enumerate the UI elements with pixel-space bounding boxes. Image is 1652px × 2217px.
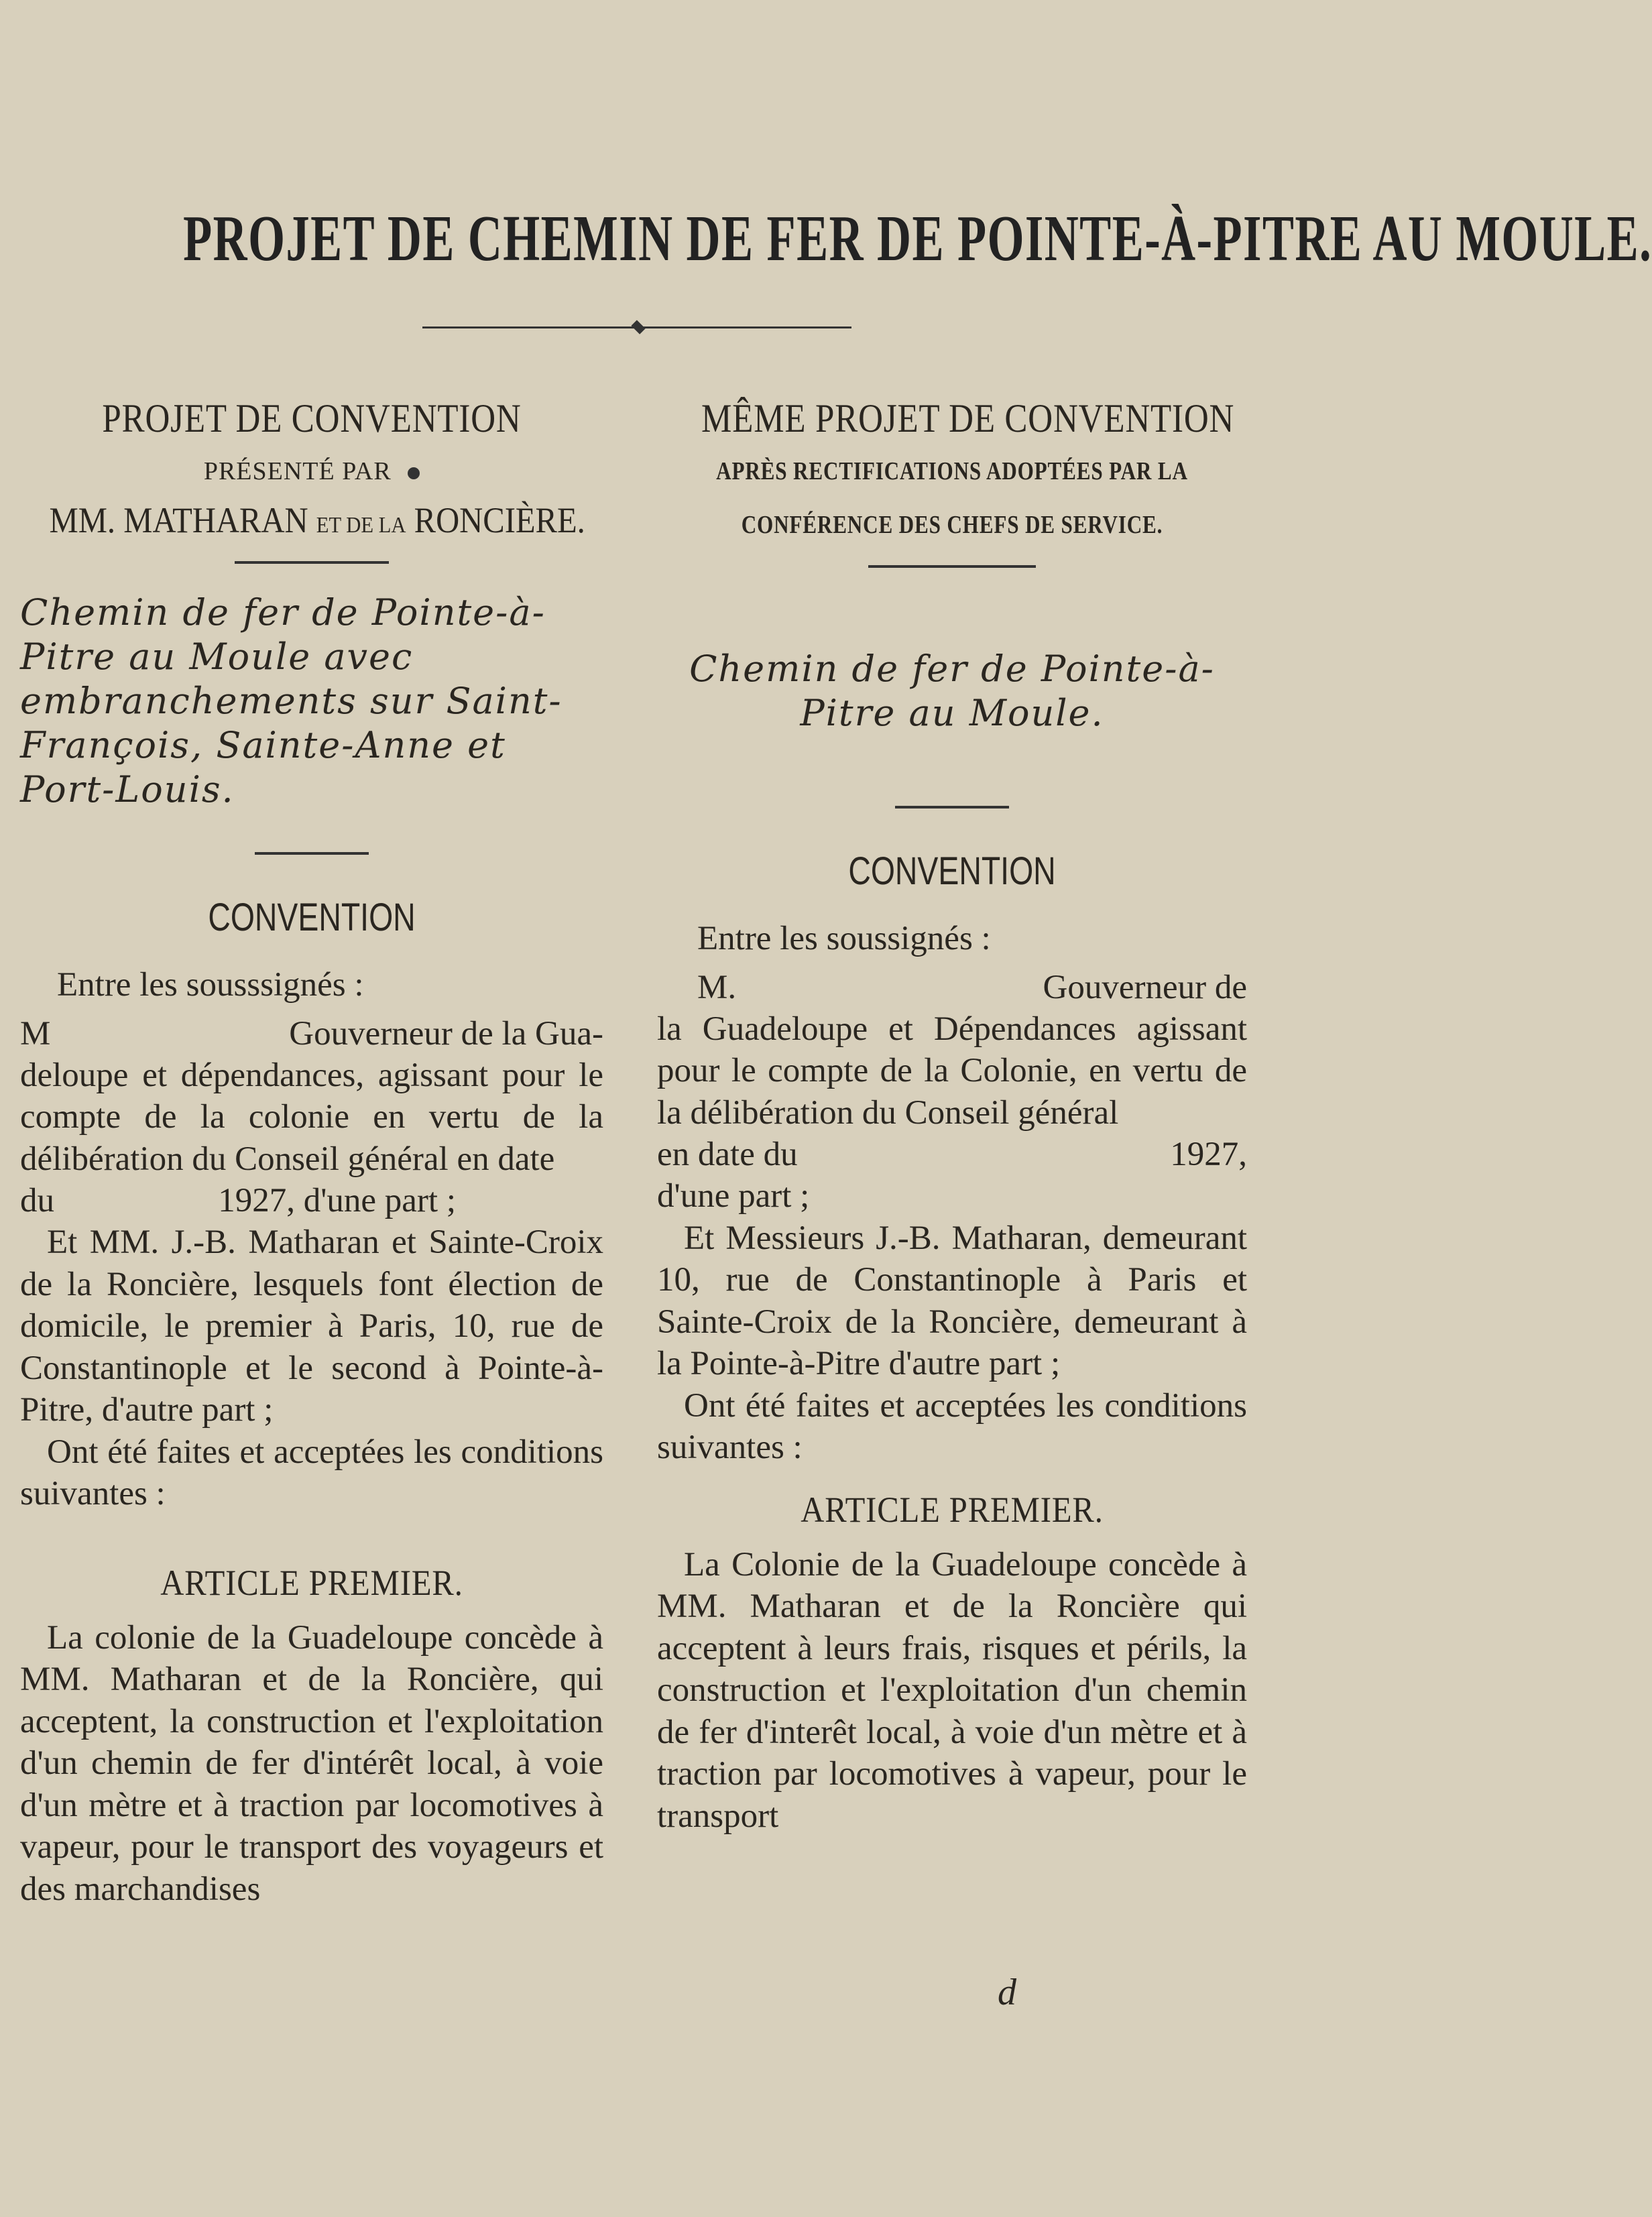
right-para2: Et Messieurs J.-B. Matharan, demeurant 10, rue de Constantinople à Paris et Sainte-Croix de la Roncière, demeurant à la Pointe-à-Pitre d'autre part ;	[657, 1219, 1247, 1382]
right-du-end: 1927,	[1170, 1136, 1247, 1173]
left-m-line	[20, 1013, 603, 1055]
left-para2: Et MM. J.-B. Matharan et Sainte-Croix de la Roncière, lesquels font élection de domicile, le premier à Paris, 10, rue de Constantinople et le second à Pointe-à-Pitre, d'autre part ;	[20, 1223, 603, 1429]
page-signature-letter: d	[998, 1972, 1016, 2013]
left-italic-title: Chemin de fer de Pointe-à-Pitre au Moule avec embranchements sur Saint-François, Sainte-Anne et Port-Louis.	[20, 591, 563, 811]
left-rule-2	[255, 852, 369, 855]
right-convention: CONVENTION	[848, 849, 1056, 893]
left-column	[20, 396, 603, 1910]
left-rule-1	[235, 561, 389, 564]
page-title: PROJET DE CHEMIN DE FER DE POINTE-À-PITRE AU MOULE.	[183, 202, 1652, 275]
left-para4: La colonie de la Guadeloupe concède à MM. Matharan et de la Roncière, qui acceptent, la construction et l'exploitation d'un chemin de fer d'intérêt local, à voie d'un mètre et à traction par locomotives à vapeur, pour le transport des voyageurs et des marchandises	[20, 1618, 603, 1908]
ink-dot-icon	[408, 467, 420, 479]
left-presented-by	[20, 457, 603, 486]
left-du-start: du	[20, 1182, 54, 1219]
right-para4: La Colonie de la Guadeloupe concède à MM. Matharan et de la Roncière qui acceptent à leurs frais, risques et périls, la construction et l'exploitation d'un chemin de fer d'interêt local, à voie d'un mètre et à traction par locomotives à vapeur, pour le transport	[657, 1545, 1247, 1835]
left-du-end: 1927, d'une part ;	[218, 1182, 456, 1219]
right-italic-title: Chemin de fer de Pointe-à-Pitre au Moule.	[689, 648, 1215, 734]
left-entre: Entre les sousssignés :	[57, 966, 364, 1004]
right-entre: Entre les soussignés :	[697, 920, 991, 957]
right-sub1: APRÈS RECTIFICATIONS ADOPTÉES PAR LA	[716, 457, 1188, 485]
right-du-start: en date du	[657, 1136, 798, 1173]
right-para1b: d'une part ;	[657, 1177, 810, 1215]
right-header: MÊME PROJET DE CONVENTION	[701, 396, 1235, 440]
left-du-line	[20, 1180, 603, 1221]
right-m-start: M.	[697, 968, 737, 1006]
right-para3: Ont été faites et acceptées les conditions suivantes :	[657, 1386, 1247, 1466]
right-rule-2	[895, 806, 1009, 808]
right-du-line	[657, 1134, 1247, 1175]
right-m-line	[657, 967, 1247, 1008]
left-header: PROJET DE CONVENTION	[102, 396, 522, 440]
left-para1: deloupe et dépendances, agissant pour le compte de la colonie en vertu de la délibération du Conseil général en date	[20, 1056, 603, 1178]
right-article: ARTICLE PREMIER.	[801, 1489, 1104, 1530]
names-et-de-la: ET DE LA	[316, 513, 406, 538]
left-names	[49, 499, 585, 541]
left-m-end: Gouverneur de la Gua-	[289, 1014, 603, 1053]
left-m-start: M	[20, 1014, 51, 1053]
divider-ornament-icon	[631, 320, 645, 334]
right-rule-1	[868, 565, 1036, 568]
right-sub2: CONFÉRENCE DES CHEFS DE SERVICE.	[741, 511, 1163, 539]
left-article: ARTICLE PREMIER.	[160, 1562, 463, 1603]
right-para1: la Guadeloupe et Dépendances agissant pour le compte de la Colonie, en vertu de la délibération du Conseil général	[657, 1010, 1247, 1132]
presented-by-text: PRÉSENTÉ PAR	[203, 457, 392, 485]
right-m-end: Gouverneur de	[1043, 968, 1247, 1006]
left-para3: Ont été faites et acceptées les conditions suivantes :	[20, 1433, 603, 1512]
names-ronciere: RONCIÈRE.	[414, 500, 585, 540]
names-matharan: MM. MATHARAN	[49, 500, 308, 540]
left-convention: CONVENTION	[208, 896, 416, 939]
right-column	[657, 396, 1247, 1837]
